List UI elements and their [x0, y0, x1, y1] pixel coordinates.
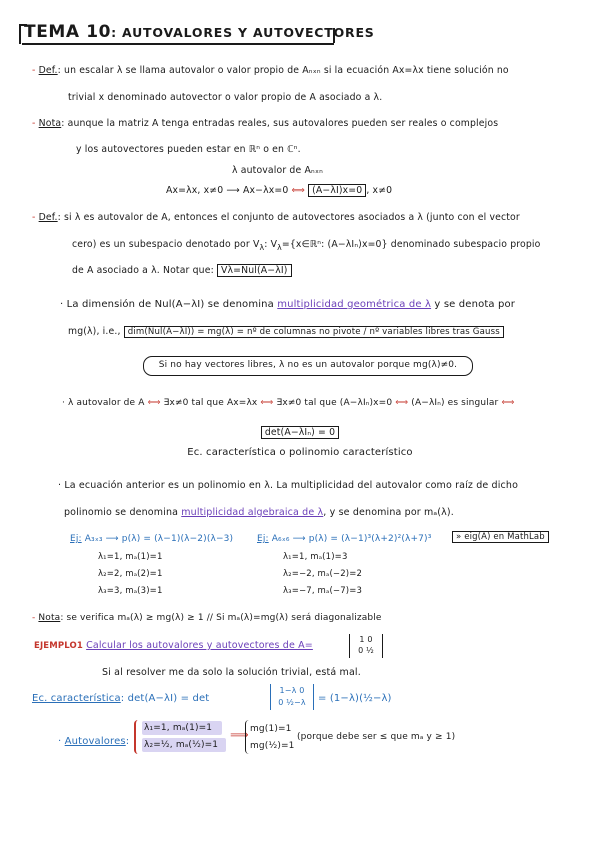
autovalores-line: · Autovalores: [58, 736, 130, 747]
ej1-label: Ej: [70, 534, 82, 544]
ma-line1: · La ecuación anterior es un polinomio en λ. La multiplicidad del autovalor como raíz de dicho [58, 480, 519, 491]
ec-car-matrix-row2: 0 ½−λ [278, 698, 306, 707]
ejemplo1-line [34, 639, 313, 653]
ej2-label: Ej: [257, 534, 269, 544]
title-sub: : AUTOVALORES Y AUTOVECTORES [111, 25, 375, 40]
mg-l2a: mg(λ), i.e., [68, 326, 121, 337]
ec-car-matrix-row1: 1−λ 0 [279, 686, 305, 695]
mg-line2 [68, 325, 504, 339]
ej1-poly: ⟶ p(λ) = (λ−1)(λ−2)(λ−3) [105, 534, 234, 544]
example2-head [257, 533, 431, 546]
ma-l2b: , y se denomina por mₐ(λ). [323, 507, 454, 518]
ej1-root3: λ₃=3, mₐ(3)=1 [98, 586, 163, 596]
ejemplo1-matrix-row1: 1 0 [359, 635, 373, 644]
ejemplo1-text: Calcular los autovalores y autovectores de A= [86, 640, 313, 651]
autovalores-arrow: ⟹ [230, 728, 249, 743]
char-eq [200, 426, 400, 439]
ejemplo1-label: EJEMPLO1 [34, 641, 83, 651]
def2-l2e: ={x∈ℝⁿ: (A−λIₙ)x=0} denominado subespacio propio [281, 239, 541, 250]
ec-car-result: = (1−λ)(½−λ) [318, 693, 392, 704]
nota1-line2: y los autovectores pueden estar en ℝⁿ o en ℂⁿ. [76, 144, 301, 155]
note-box-text: Si no hay vectores libres, λ no es un autovalor porque mg(λ)≠0. [158, 360, 458, 370]
ejemplo1-matrix [349, 634, 383, 658]
ej1-root1: λ₁=1, mₐ(1)=1 [98, 552, 163, 562]
nota2-text: : se verifica mₐ(λ) ≥ mg(λ) ≥ 1 // Si mₐ(λ)=mg(λ) será diagonalizable [60, 613, 382, 623]
def2-l2a: cero) es un subespacio denotado por V [72, 239, 260, 250]
mg-l1b: y se denota por [434, 299, 516, 310]
sing-iff2: ⟺ [260, 398, 274, 408]
sing-b: ∃x≠0 tal que Ax=λx [163, 398, 258, 408]
matlab-hint [452, 531, 549, 544]
def2-l3: de A asociado a λ. Notar que: [72, 265, 214, 276]
ej1-matrix: A₃ₓ₃ [84, 534, 103, 544]
ma-l2a: polinomio se denomina [64, 507, 179, 518]
def1-label: Def. [38, 65, 58, 76]
autovalores-label: Autovalores [64, 736, 126, 747]
eq1-line [166, 184, 392, 197]
def2-l2c: : V [264, 239, 278, 250]
ej2-poly: ⟶ p(λ) = (λ−1)³(λ+2)²(λ+7)³ [292, 534, 432, 544]
title-bracket-right [328, 28, 335, 43]
title-underline [22, 43, 334, 45]
ec-car-matrix [270, 684, 314, 710]
nota2-line: - Nota: se verifica mₐ(λ) ≥ mg(λ) ≥ 1 // Si mₐ(λ)=mg(λ) será diagonalizable [32, 613, 382, 623]
eq1-top: λ autovalor de Aₙₓₙ [232, 165, 323, 176]
autovalores-brace [134, 720, 142, 754]
def2-line2 [72, 238, 540, 254]
mg-term: multiplicidad geométrica de λ [277, 299, 432, 310]
mg-line1: · La dimensión de Nul(A−λI) se denomina multiplicidad geométrica de λ y se denota por [60, 299, 516, 310]
singular-line: · λ autovalor de A ⟺ ∃x≠0 tal que Ax=λx ⟺ ∃x≠0 tal que (A−λIₙ)x=0 ⟺ (A−λIₙ) es singular ⟺ [62, 398, 515, 408]
nota1-label: Nota [38, 118, 62, 129]
sing-iff4: ⟺ [501, 398, 515, 408]
ej2-root1: λ₁=1, mₐ(1)=3 [283, 552, 348, 562]
matlab-boxed: » eig(A) en MathLab [452, 531, 549, 543]
def2-text1: : si λ es autovalor de A, entonces el conjunto de autovectores asociados a λ (junto con el vector [57, 212, 520, 223]
ej2-root2: λ₂=−2, mₐ(−2)=2 [283, 569, 363, 579]
nota1-line1: - Nota: aunque la matriz A tenga entradas reales, sus autovalores pueden ser reales o complejos [32, 118, 499, 129]
def2-l2d: λ [277, 242, 282, 252]
page-title [24, 22, 375, 42]
sing-c: ∃x≠0 tal que (A−λIₙ)x=0 [276, 398, 393, 408]
nota2-label: Nota [38, 613, 61, 623]
nota1-text1: : aunque la matriz A tenga entradas reales, sus autovalores pueden ser reales o complejos [61, 118, 499, 129]
mg-l1a: La dimensión de Nul(A−λI) se denomina [66, 299, 274, 310]
char-eq-caption: Ec. característica o polinomio característico [187, 447, 413, 458]
ma-line2 [64, 506, 454, 519]
eq1-a: Ax=λx, x≠0 [166, 185, 224, 196]
mg-note: (porque debe ser ≤ que mₐ y ≥ 1) [297, 732, 456, 742]
sing-iff3: ⟺ [395, 398, 409, 408]
ec-car-label: Ec. característica [32, 693, 121, 704]
eq1-arrow: ⟶ [226, 185, 240, 196]
example1-head [70, 533, 233, 546]
ma-term: multiplicidad algebraica de λ [181, 507, 324, 518]
mg-boxed: dim(Nul(A−λI)) = mg(λ) = nº de columnas no pivote / nº variables libres tras Gauss [124, 326, 504, 338]
eq1-b: Ax−λx=0 [242, 185, 289, 196]
mg1: mg(1)=1 [250, 724, 292, 734]
sing-d: (A−λIₙ) es singular [411, 398, 499, 408]
sing-a: λ autovalor de A [68, 398, 145, 408]
def2-line1: - Def.: si λ es autovalor de A, entonces el conjunto de autovectores asociados a λ (junto con el vector [32, 212, 520, 223]
ec-car-line [32, 692, 209, 705]
def2-l2b: λ [259, 242, 265, 252]
def2-line3 [72, 264, 292, 277]
title-main: TEMA 10 [24, 22, 112, 42]
def1-text1: : un escalar λ se llama autovalor o valor propio de Aₙₓₙ si la ecuación Ax=λx tiene solución no [57, 65, 509, 76]
autovalor1: λ₁=1, mₐ(1)=1 [144, 723, 213, 733]
eq1-boxed: (A−λI)x=0 [308, 184, 366, 197]
ejemplo1-hint: Si al resolver me da solo la solución trivial, está mal. [102, 667, 361, 678]
ma-l1: La ecuación anterior es un polinomio en λ. La multiplicidad del autovalor como raíz de dicho [64, 480, 519, 491]
ec-car-text-a: : det(A−λI) = det [120, 693, 210, 704]
def2-boxed: Vλ=Nul(A−λI) [217, 264, 292, 277]
ejemplo1-matrix-row2: 0 ½ [358, 646, 374, 655]
autovalor2: λ₂=½, mₐ(½)=1 [144, 740, 219, 750]
eq1-d: , x≠0 [366, 185, 393, 196]
sing-iff1: ⟺ [147, 398, 161, 408]
char-eq-boxed: det(A−λIₙ) = 0 [261, 426, 339, 439]
ej2-root3: λ₃=−7, mₐ(−7)=3 [283, 586, 363, 596]
eq1-iff: ⟺ [291, 185, 305, 196]
mg2: mg(½)=1 [250, 741, 295, 751]
def1-line1: - Def.: un escalar λ se llama autovalor o valor propio de Aₙₓₙ si la ecuación Ax=λx tiene solución no [32, 65, 509, 76]
def2-label: Def. [38, 212, 58, 223]
ej1-root2: λ₂=2, mₐ(2)=1 [98, 569, 163, 579]
def1-line2: trivial x denominado autovector o valor propio de A asociado a λ. [68, 92, 383, 103]
ej2-matrix: A₆ₓ₆ [271, 534, 290, 544]
